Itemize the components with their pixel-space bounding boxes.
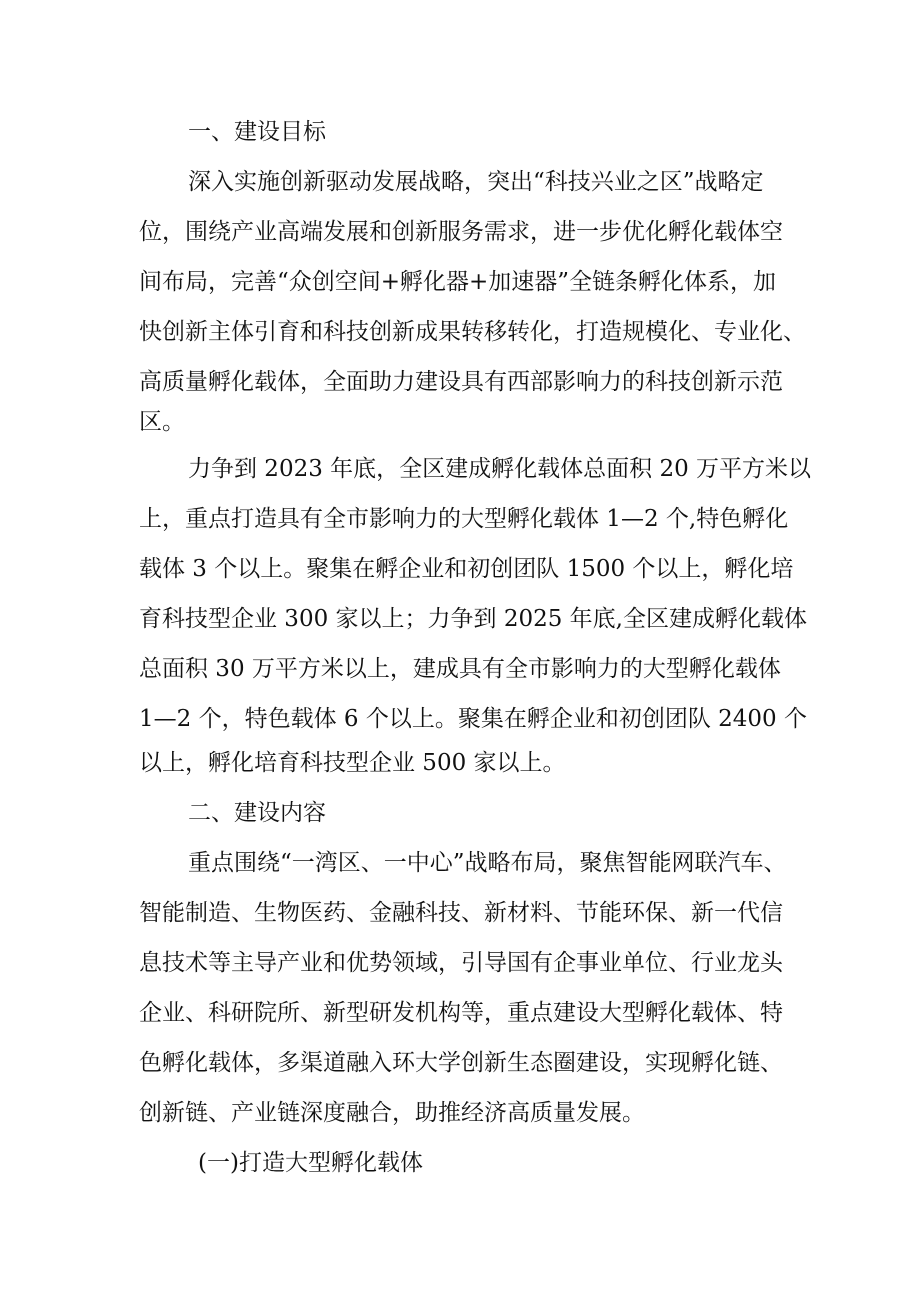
paragraph-line: 企业、科研院所、新型研发机构等，重点建设大型孵化载体、特 [139,1000,783,1026]
paragraph-line: 1—2 个，特色载体 6 个以上。聚集在孵企业和初创团队 2400 个 [139,706,807,732]
paragraph-line: 载体 3 个以上。聚集在孵企业和初创团队 1500 个以上，孵化培 [139,556,794,582]
paragraph-line: 色孵化载体，多渠道融入环大学创新生态圈建设，实现孵化链、 [139,1050,783,1076]
paragraph-line: 高质量孵化载体，全面助力建设具有西部影响力的科技创新示范 [139,369,783,395]
paragraph-line: 深入实施创新驱动发展战略，突出“科技兴业之区”战略定 [188,169,764,195]
subsection-heading-large-incubators: (一)打造大型孵化载体 [198,1150,423,1176]
paragraph-line: 创新链、产业链深度融合，助推经济高质量发展。 [139,1100,645,1126]
paragraph-line: 以上，孵化培育科技型企业 500 家以上。 [139,750,566,776]
paragraph-line: 总面积 30 万平方米以上，建成具有全市影响力的大型孵化载体 [139,656,781,682]
paragraph-line: 力争到 2023 年底，全区建成孵化载体总面积 20 万平方米以 [188,456,812,482]
paragraph-line: 上，重点打造具有全市影响力的大型孵化载体 1—2 个,特色孵化 [139,506,789,532]
paragraph-line: 位，围绕产业高端发展和创新服务需求，进一步优化孵化载体空 [139,219,783,245]
section-heading-goals: 一、建设目标 [188,119,326,145]
paragraph-line: 智能制造、生物医药、金融科技、新材料、节能环保、新一代信 [139,900,783,926]
paragraph-line: 重点围绕“一湾区、一中心”战略布局，聚焦智能网联汽车、 [188,850,787,876]
paragraph-line: 息技术等主导产业和优势领域，引导国有企事业单位、行业龙头 [139,950,783,976]
section-heading-content: 二、建设内容 [188,800,326,826]
paragraph-line: 间布局，完善“众创空间+孵化器+加速器”全链条孵化体系，加 [139,269,777,295]
paragraph-line: 区。 [139,409,185,435]
paragraph-line: 育科技型企业 300 家以上；力争到 2025 年底,全区建成孵化载体 [139,606,807,632]
paragraph-line: 快创新主体引育和科技创新成果转移转化，打造规模化、专业化、 [139,319,806,345]
